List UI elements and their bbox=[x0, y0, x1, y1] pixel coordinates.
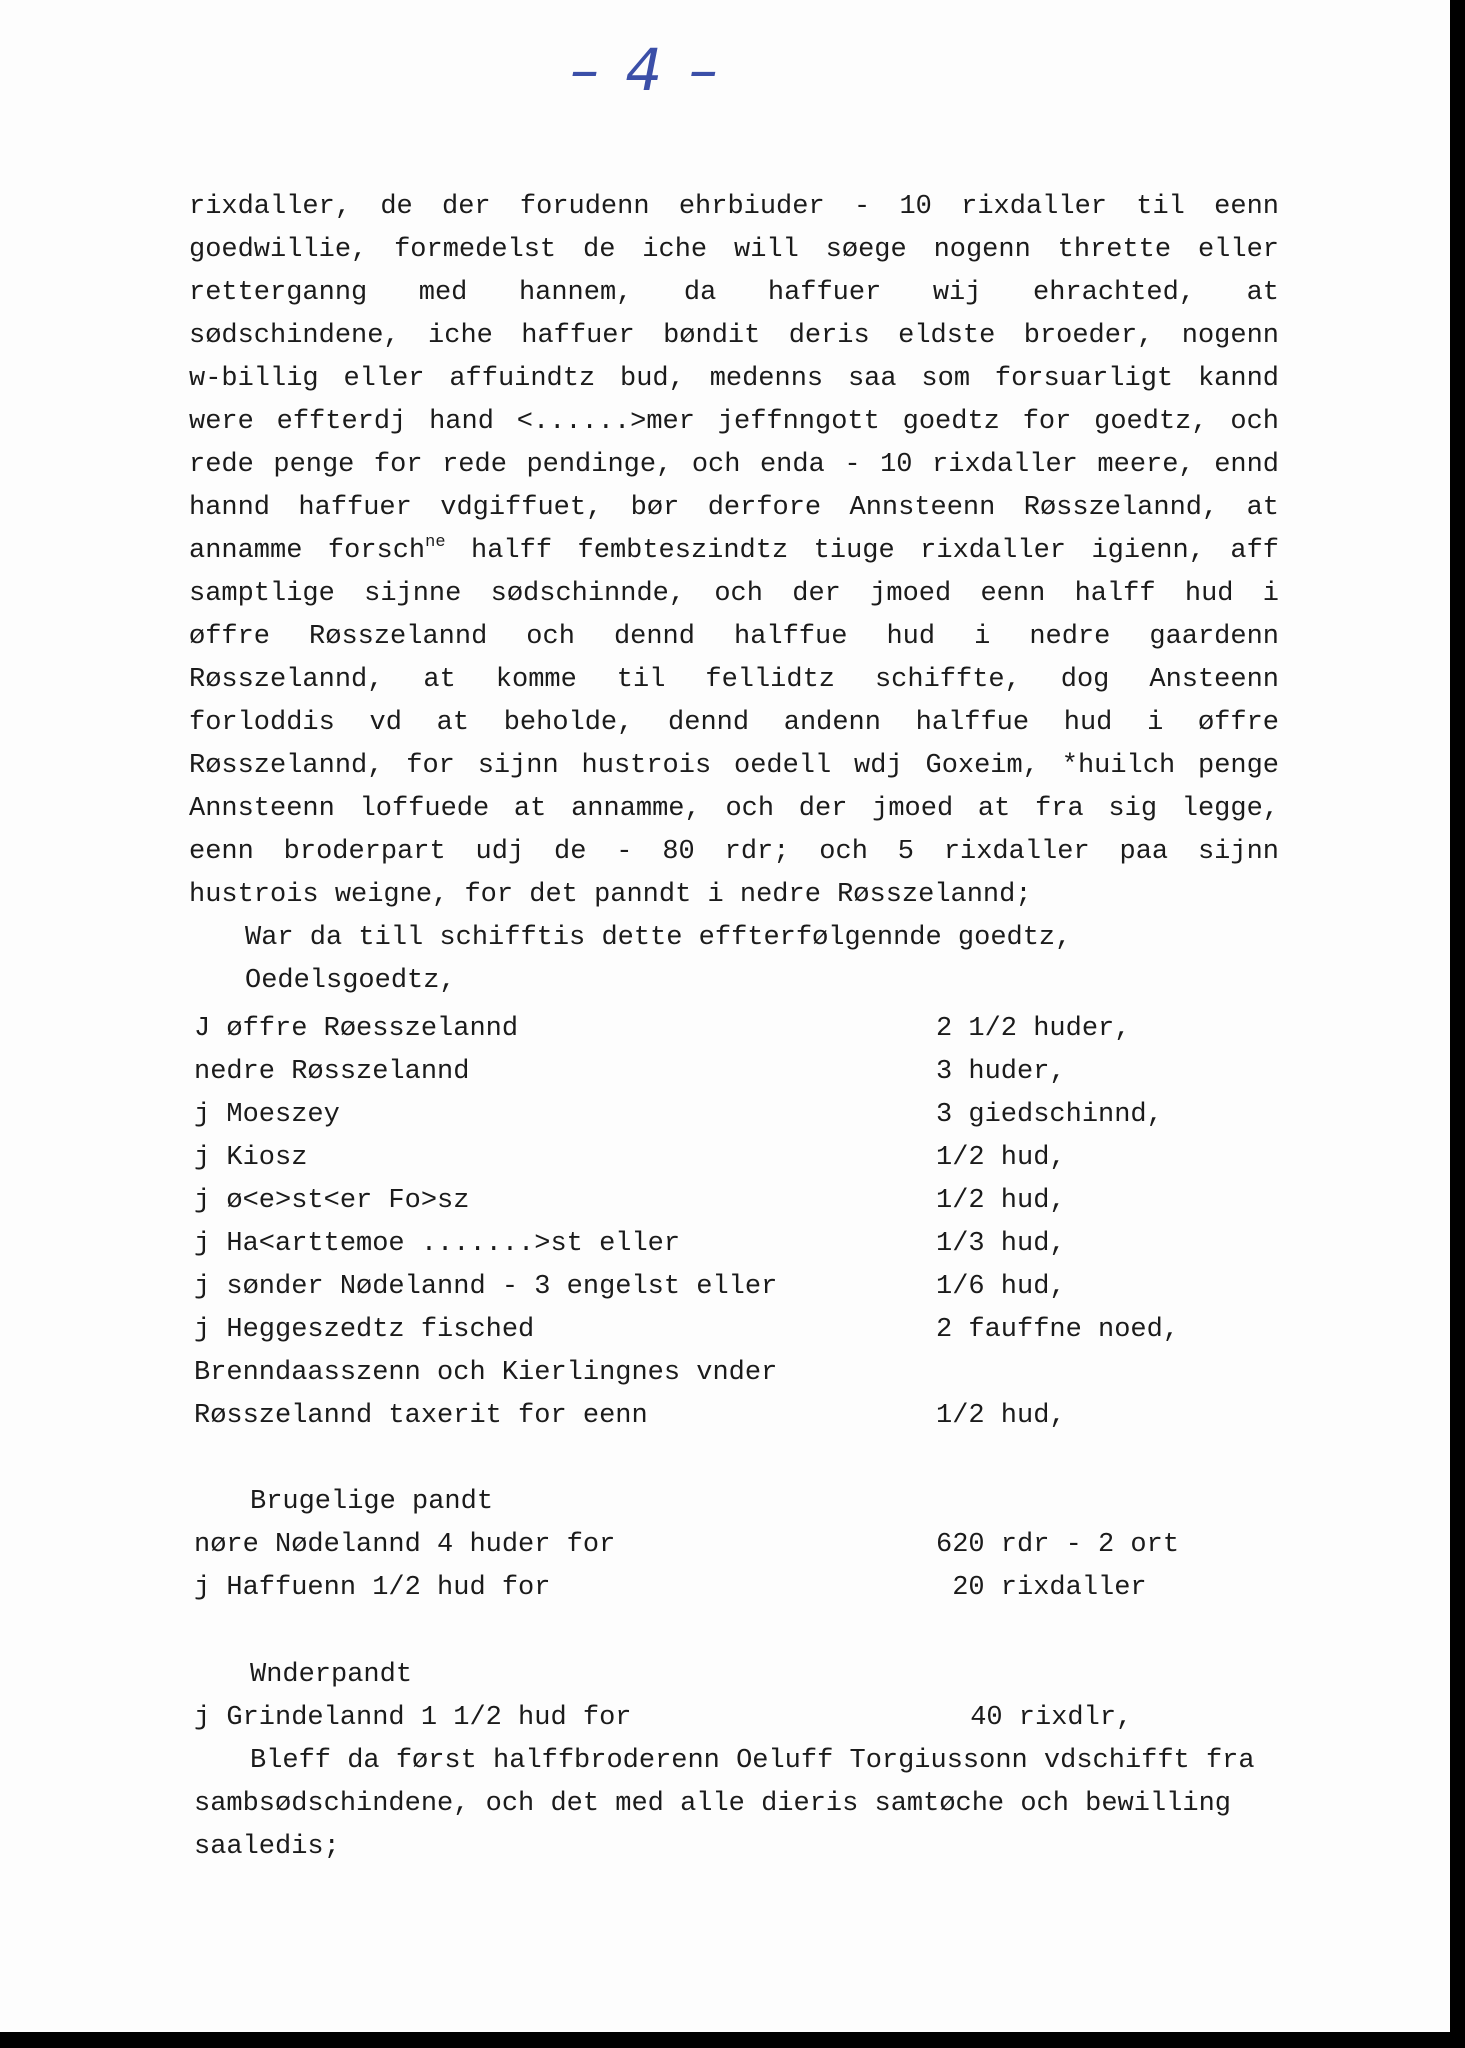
list-item bbox=[189, 1137, 1289, 1180]
text-line: retterganng med hannem, da haffuer wij ehrachted, at bbox=[189, 278, 1279, 308]
item-name: j Moeszey bbox=[194, 1100, 340, 1130]
text-line: hannd haffuer vdgiffuet, bør derfore Annsteenn Røsszelannd, at bbox=[189, 493, 1279, 523]
list-item bbox=[189, 1309, 1289, 1352]
list-item bbox=[189, 1524, 1289, 1567]
text-line: forloddis vd at beholde, dennd andenn halffue hud i øffre bbox=[189, 708, 1279, 738]
text-line: rixdaller, de der forudenn ehrbiuder - 10 rixdaller til eenn bbox=[189, 192, 1279, 222]
text-line: øffre Røsszelannd och dennd halffue hud i nedre gaardenn bbox=[189, 622, 1279, 652]
text-line bbox=[189, 1740, 1289, 1783]
item-value: 620 rdr - 2 ort bbox=[936, 1530, 1180, 1560]
list-item bbox=[189, 1567, 1289, 1610]
text-line bbox=[189, 1783, 1289, 1826]
line-text: saaledis; bbox=[194, 1832, 340, 1862]
line-text: Bleff da først halffbroderenn Oeluff Torgiussonn vdschifft fra bbox=[250, 1746, 1255, 1776]
text-fragment: annamme forsch bbox=[189, 536, 426, 566]
text-fragment: halff fembteszindtz tiuge rixdaller igienn, aff bbox=[471, 536, 1279, 566]
item-name: nedre Røsszelannd bbox=[194, 1057, 470, 1087]
text-line bbox=[189, 530, 1279, 573]
list-item bbox=[189, 1352, 1289, 1395]
text-line: goedwillie, formedelst de iche will søege nogenn thrette eller bbox=[189, 235, 1279, 265]
list-item bbox=[189, 1266, 1289, 1309]
list-item bbox=[189, 1051, 1289, 1094]
text-line: Annsteenn loffuede at annamme, och der jmoed at fra sig legge, bbox=[189, 794, 1279, 824]
text-line: Røsszelannd, at komme til fellidtz schiffte, dog Ansteenn bbox=[189, 665, 1279, 695]
item-name: nøre Nødelannd 4 huder for bbox=[194, 1530, 616, 1560]
text-line: w-billig eller affuindtz bud, medenns saa som forsuarligt kannd bbox=[189, 364, 1279, 394]
text-line: rede penge for rede pendinge, och enda - 10 rixdaller meere, ennd bbox=[189, 450, 1279, 480]
text-line: were effterdj hand <......>mer jeffnngott goedtz for goedtz, och bbox=[189, 407, 1279, 437]
superscript-abbrev: ne bbox=[425, 533, 446, 552]
list-item bbox=[189, 1395, 1289, 1438]
heading-text: Brugelige pandt bbox=[250, 1487, 494, 1517]
text-line bbox=[189, 1826, 1289, 1869]
item-value: 1/2 hud, bbox=[936, 1186, 1066, 1216]
item-value: 3 huder, bbox=[936, 1057, 1066, 1087]
intro-line: War da till schifftis dette effterfølgennde goedtz, bbox=[245, 923, 1072, 953]
item-value: 1/3 hud, bbox=[936, 1229, 1066, 1259]
page-number: – 4 – bbox=[570, 36, 722, 104]
item-name: Røsszelannd taxerit for eenn bbox=[194, 1401, 648, 1431]
main-paragraph bbox=[189, 186, 1279, 1003]
text-line: eenn broderpart udj de - 80 rdr; och 5 rixdaller paa sijnn bbox=[189, 837, 1279, 867]
list-item bbox=[189, 1180, 1289, 1223]
item-name: j ø<e>st<er Fo>sz bbox=[194, 1186, 470, 1216]
line-text: sambsødschindene, och det med alle dieris samtøche och bewilling bbox=[194, 1789, 1231, 1819]
item-name: j Heggeszedtz fisched bbox=[194, 1315, 535, 1345]
item-value: 40 rixdlr, bbox=[954, 1703, 1133, 1733]
list-item bbox=[189, 1008, 1289, 1051]
item-value: 1/2 hud, bbox=[936, 1143, 1066, 1173]
section-heading-oedels: Oedelsgoedtz, bbox=[245, 966, 456, 996]
item-value: 2 1/2 huder, bbox=[936, 1014, 1131, 1044]
item-value: 2 fauffne noed, bbox=[936, 1315, 1180, 1345]
item-name: j Ha<arttemoe .......>st eller bbox=[194, 1229, 681, 1259]
item-name: j Haffuenn 1/2 hud for bbox=[194, 1573, 551, 1603]
text-line: Røsszelannd, for sijnn hustrois oedell wdj Goxeim, *huilch penge bbox=[189, 751, 1279, 781]
item-name: j Kiosz bbox=[194, 1143, 308, 1173]
text-line: samptlige sijnne sødschinnde, och der jmoed eenn halff hud i bbox=[189, 579, 1279, 609]
item-name: j sønder Nødelannd - 3 engelst eller bbox=[194, 1272, 778, 1302]
section-heading-wnder bbox=[189, 1654, 1289, 1697]
section-heading-brugelige bbox=[189, 1481, 1289, 1524]
heading-text: Wnderpandt bbox=[250, 1660, 413, 1690]
list-item bbox=[189, 1697, 1289, 1740]
item-name: J øffre Røesszelannd bbox=[194, 1014, 519, 1044]
item-value: 1/6 hud, bbox=[936, 1272, 1066, 1302]
list-item bbox=[189, 1223, 1289, 1266]
text-line: sødschindene, iche haffuer bøndit deris eldste broeder, nogenn bbox=[189, 321, 1279, 351]
text-line: hustrois weigne, for det panndt i nedre Røsszelannd; bbox=[189, 880, 1032, 910]
item-value: 1/2 hud, bbox=[936, 1401, 1066, 1431]
item-value: 3 giedschinnd, bbox=[936, 1100, 1163, 1130]
item-name: j Grindelannd 1 1/2 hud for bbox=[194, 1703, 632, 1733]
item-value: 20 rixdaller bbox=[936, 1573, 1147, 1603]
list-item bbox=[189, 1094, 1289, 1137]
item-name: Brenndaasszenn och Kierlingnes vnder bbox=[194, 1358, 778, 1388]
